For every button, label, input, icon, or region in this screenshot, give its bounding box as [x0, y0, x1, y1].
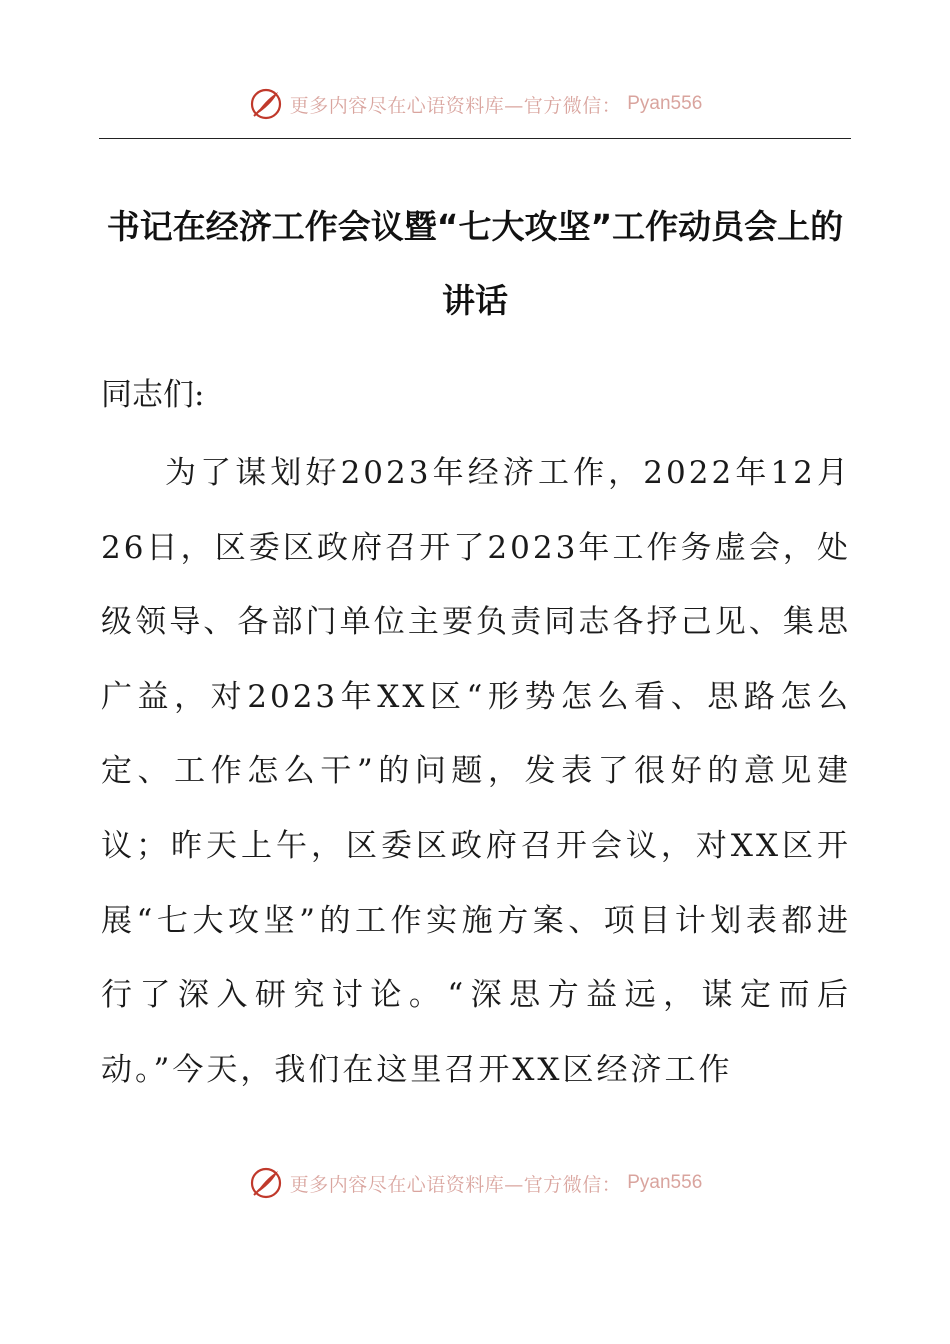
- body-paragraph: 为了谋划好2023年经济工作，2022年12月26日，区委区政府召开了2023年工作务虚会，处级领导、各部门单位主要负责同志各抒己见、集思广益，对2023年XX区“形势怎么看、思路怎么定、工作怎么干”的问题，发表了很好的意见建议；昨天上午，区委区政府召开会议，对XX区开展“七大攻坚”的工作实施方案、项目计划表都进行了深入研究讨论。“深思方益远，谋定而后动。”今天，我们在这里召开XX区经济工作: [101, 455, 851, 1088]
- quill-logo-icon: [248, 1165, 284, 1201]
- watermark-wechat-id: Pyan556: [627, 93, 703, 114]
- header-divider: [99, 138, 851, 139]
- quill-logo-icon: [248, 86, 284, 122]
- document-title: 书记在经济工作会议暨“七大攻坚”工作动员会上的讲话: [106, 207, 844, 320]
- footer-watermark: [0, 1163, 950, 1203]
- watermark-text: 更多内容尽在心语资料库—官方微信：: [289, 94, 622, 117]
- greeting: 同志们:: [101, 377, 205, 413]
- watermark-text: 更多内容尽在心语资料库—官方微信：: [289, 1173, 622, 1196]
- header-watermark: [0, 84, 950, 124]
- watermark-wechat-id: Pyan556: [627, 1172, 703, 1193]
